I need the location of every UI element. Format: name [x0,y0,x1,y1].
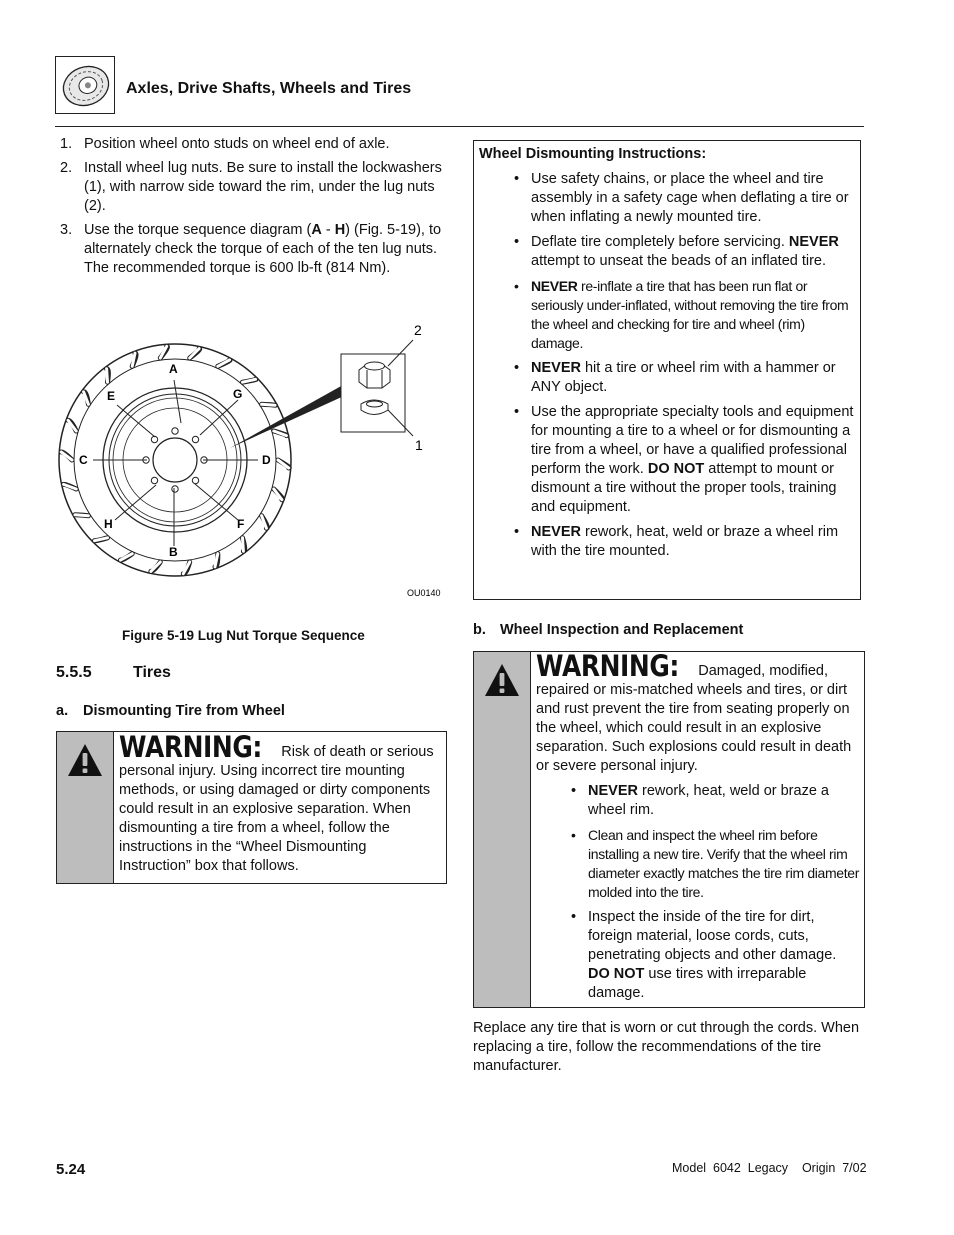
step-item: 2. Install wheel lug nuts. Be sure to install the lockwashers (1), with narrow side toward the rim, under the lug nuts (2). [60,160,442,214]
wheel-dismounting-instructions [473,140,861,600]
list-item: • Deflate tire completely before servicing. NEVER attempt to unseat the beads of an inflated tire. [531,233,855,271]
instructions-title: Wheel Dismounting Instructions: [479,146,707,162]
list-item: • NEVER re-inflate a tire that has been run flat or seriously under-inflated, without removing the tire from the wheel and checking for tire and wheel (rim) damage. [531,277,855,353]
figure-code: OU0140 [407,588,441,598]
list-item: • Clean and inspect the wheel rim before installing a new tire. Verify that the wheel rim diameter exactly matches the tire rim diameter molded into the tire. [588,826,860,902]
torque-label-a: A [169,362,178,376]
tread-lug-highlight [75,515,88,516]
callout-label-1: 1 [415,437,423,453]
warning-text: WARNING: Damaged, modified, repaired or mis-matched wheels and tires, or dirt and rust prevent the tire from seating properly on the wheel, which could result in an explosive separation. Such explosions could result in death or severe personal injury. • NEVER rework, heat, weld or braze a wheel rim. • Clean and inspect the wheel rim before installing a new tire. Verify that the wheel rim diameter exactly matches the tire rim diameter molded into the tire. • Inspect the inside of the tire for dirt, foreign material, loose cords, cuts, penetrating objects and other damage. DO NOT use tires with irreparable damage. [531,652,864,1007]
figure-caption: Figure 5-19 Lug Nut Torque Sequence [122,628,365,643]
list-item: • NEVER rework, heat, weld or braze a wheel rim with the tire mounted. [531,523,855,561]
header-tire-icon [55,56,115,114]
list-item: • Inspect the inside of the tire for dirt, foreign material, loose cords, cuts, penetrating objects and other damage. DO NOT use tires with irreparable damage. [588,908,860,1003]
torque-label-e: E [107,389,116,403]
wheel-stud [192,477,198,483]
list-item: • Use the appropriate specialty tools and equipment for mounting a tire to a wheel or for dismounting a tire from a wheel, or have a qualified professional perform the work. DO NOT attempt to mount or dismount a tire without the proper tools, training and equipment. [531,403,855,517]
section-number: 5.5.5 [56,664,92,681]
warning-box-inspection [473,651,865,1008]
torque-label-f: F [237,517,245,531]
tread-lug-highlight [262,404,275,405]
wheel-stud [192,436,198,442]
inspection-list [588,782,860,1003]
subsection-b-heading: b. Wheel Inspection and Replacement [473,622,744,638]
wheel-stud [151,477,157,483]
callout-label-2: 2 [414,322,422,338]
list-item: • NEVER hit a tire or wheel rim with a hammer or ANY object. [531,359,855,397]
wheel-stud [172,428,178,434]
torque-label-d: D [262,453,271,467]
subsection-a-heading: a. Dismounting Tire from Wheel [56,703,285,719]
warning-sidebar [57,732,114,883]
wheel-stud [172,486,178,492]
lug-nut-torque-figure [55,318,450,608]
torque-label-c: C [79,453,88,467]
wheel-stud [151,436,157,442]
warning-box-dismounting [56,731,447,884]
torque-label-g: G [233,387,243,401]
torque-label-b: B [169,545,178,559]
tread-lug-highlight [243,538,244,551]
footer-model: Model 6042 Legacy Origin 7/02 [672,1161,867,1175]
header-title: Axles, Drive Shafts, Wheels and Tires [126,80,412,97]
warning-sidebar [474,652,531,1007]
step-item: 3. Use the torque sequence diagram (A - H) (Fig. 5-19), to alternately check the torque of each of the ten lug nuts. The recommended torque is 600 lb-ft (814 Nm). [60,222,442,276]
section-title: Tires [133,664,171,681]
install-steps [55,135,447,283]
step-item: 1. Position wheel onto studs on wheel end of axle. [60,136,390,152]
instructions-list [531,170,855,561]
header-rule [55,126,864,127]
closing-paragraph: Replace any tire that is worn or cut through the cords. When replacing a tire, follow the recommendations of the tire manufacturer. [473,1020,860,1074]
torque-label-h: H [104,517,113,531]
warning-text: WARNING: Risk of death or serious personal injury. Using incorrect tire mounting methods, or using damaged or dirty components could result in an explosive separation. When dismounting a tire from a wheel, follow the instructions in the “Wheel Dismounting Instruction” box that follows. [119,730,434,874]
list-item: • Use safety chains, or place the wheel and tire assembly in a safety cage when deflating a tire or when inflating a newly mounted tire. [531,170,855,227]
warning-triangle-icon [483,662,521,698]
page-number: 5.24 [56,1161,86,1178]
tread-lug-highlight [107,369,108,382]
warning-triangle-icon [66,742,104,778]
list-item: • NEVER rework, heat, weld or braze a wheel rim. [588,782,860,820]
